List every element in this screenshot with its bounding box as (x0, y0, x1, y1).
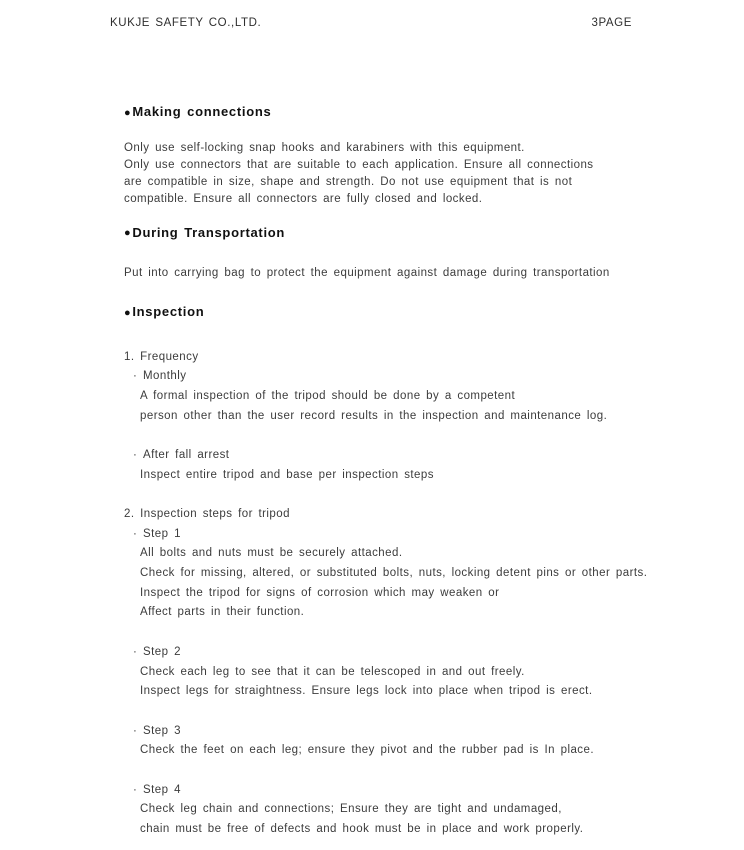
section-text (124, 140, 704, 208)
text-line (124, 584, 704, 604)
text-line (124, 682, 704, 702)
blank-line (124, 761, 704, 781)
text-line (124, 525, 704, 545)
text-line (124, 781, 704, 801)
text-line (124, 741, 704, 761)
text-line (124, 643, 704, 663)
section-bullet-icon: ● (124, 106, 132, 119)
section-text (124, 265, 704, 282)
section-inspection (124, 304, 704, 840)
section-title: Making connections (132, 104, 272, 119)
page-header (0, 0, 744, 30)
document-body (0, 104, 744, 840)
section-heading (124, 304, 704, 321)
line-text: Step 1 (143, 527, 181, 540)
line-text: Check the feet on each leg; ensure they pivot and the rubber pad is In place. (140, 744, 594, 757)
company-name: KUKJE SAFETY CO.,LTD. (110, 17, 262, 29)
text-line (124, 367, 704, 387)
text-line (124, 157, 704, 174)
page-number-label: 3PAGE (591, 17, 632, 29)
section-title: Inspection (132, 304, 205, 319)
line-text: are compatible in size, shape and strength. Do not use equipment that is not (124, 175, 573, 188)
text-line (124, 140, 704, 157)
line-text: Only use self-locking snap hooks and karabiners with this equipment. (124, 141, 525, 154)
bullet-dot-icon: · (133, 645, 138, 658)
blank-line (124, 623, 704, 643)
text-line (124, 174, 704, 191)
line-text: Check leg chain and connections; Ensure they are tight and undamaged, (140, 803, 562, 816)
line-text: Check for missing, altered, or substituted bolts, nuts, locking detent pins or other parts. (140, 567, 648, 580)
line-text: All bolts and nuts must be securely attached. (140, 547, 403, 560)
text-line (124, 663, 704, 683)
line-text: Monthly (143, 370, 187, 383)
section-heading (124, 225, 704, 242)
section-bullet-icon: ● (124, 227, 132, 239)
text-line (124, 265, 704, 282)
line-text: Step 3 (143, 724, 181, 737)
line-text: Inspect entire tripod and base per inspection steps (140, 468, 434, 481)
section-making-connections (124, 104, 704, 208)
text-line (124, 191, 704, 208)
line-text: 2. Inspection steps for tripod (124, 508, 290, 520)
bullet-dot-icon: · (133, 724, 138, 737)
bullet-dot-icon: · (133, 448, 138, 461)
line-text: Inspect the tripod for signs of corrosion which may weaken or (140, 586, 500, 599)
text-line (124, 722, 704, 742)
section-during-transportation (124, 225, 704, 283)
blank-line (124, 426, 704, 446)
line-text: compatible. Ensure all connectors are fully closed and locked. (124, 192, 483, 205)
line-text: Inspect legs for straightness. Ensure legs lock into place when tripod is erect. (140, 685, 593, 698)
line-text: chain must be free of defects and hook must be in place and work properly. (140, 823, 584, 835)
line-text: Step 4 (143, 783, 181, 796)
line-text: A formal inspection of the tripod should be done by a competent (140, 389, 516, 402)
line-text: person other than the user record results in the inspection and maintenance log. (140, 409, 608, 422)
line-text: Affect parts in their function. (140, 606, 305, 619)
bullet-dot-icon: · (133, 370, 138, 383)
text-line (124, 800, 704, 820)
line-text: 1. Frequency (124, 350, 199, 363)
line-text: Step 2 (143, 645, 181, 658)
section-heading (124, 104, 704, 121)
text-line (124, 348, 704, 368)
line-text: Put into carrying bag to protect the equipment against damage during transportation (124, 267, 610, 279)
text-line (124, 466, 704, 486)
line-text: After fall arrest (143, 448, 230, 461)
section-title: During Transportation (132, 224, 286, 240)
line-text: Only use connectors that are suitable to each application. Ensure all connections (124, 158, 594, 171)
text-line (124, 603, 704, 623)
blank-line (124, 485, 704, 505)
line-text: Check each leg to see that it can be telescoped in and out freely. (140, 665, 525, 678)
bullet-dot-icon: · (133, 527, 138, 540)
text-line (124, 407, 704, 427)
text-line (124, 820, 704, 840)
bullet-dot-icon: · (133, 783, 138, 796)
section-bullet-icon: ● (124, 306, 132, 319)
text-line (124, 446, 704, 466)
text-line (124, 505, 704, 525)
text-line (124, 387, 704, 407)
blank-line (124, 702, 704, 722)
section-text (124, 348, 704, 840)
text-line (124, 564, 704, 584)
text-line (124, 544, 704, 564)
